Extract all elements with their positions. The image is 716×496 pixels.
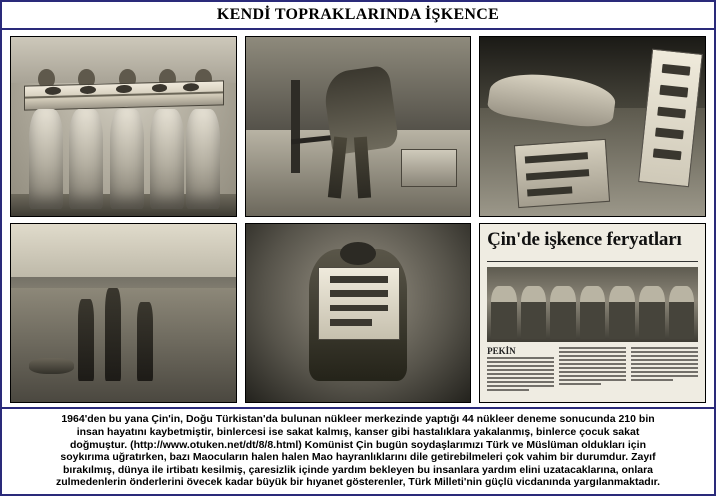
- newspaper-text-line: [487, 361, 554, 363]
- newspaper-photo-people: [487, 286, 698, 339]
- newspaper-photo: [487, 267, 698, 342]
- photo1-wooden-board: [24, 81, 224, 111]
- newspaper-rule: [487, 261, 698, 262]
- caption-line: bırakılmış, dünya ile irtibatı kesilmiş, çaresizlik içinde yardım bekleyen bu insanlara yardım elini uzatacaklarına, onlara: [63, 463, 653, 476]
- photo3-placard-text-line: [657, 106, 685, 118]
- newspaper-text-line: [559, 383, 601, 385]
- photo-newspaper-clipping: [479, 223, 706, 404]
- newspaper-photo-person: [639, 286, 665, 339]
- poster-title-bar: [2, 2, 714, 30]
- photo3-placard-text-line: [654, 127, 682, 139]
- photo1-board-hole: [81, 87, 97, 95]
- newspaper-text-line: [559, 375, 626, 377]
- caption-line: 1964'den bu yana Çin'in, Doğu Türkistan'da bulunan nükleer merkezinde yaptığı 44 nükleer deneme sonucunda 210 bin: [61, 413, 655, 426]
- photo3-sign-text-line: [526, 169, 589, 181]
- photo-row-bottom: [10, 223, 706, 404]
- photo-stress-position-torture: [245, 36, 472, 217]
- newspaper-text-line: [559, 367, 626, 369]
- photo3-placard-text-line: [659, 85, 687, 97]
- photo1-board-hole: [116, 86, 132, 94]
- page-title: KENDİ TOPRAKLARINDA İŞKENCE: [216, 6, 500, 23]
- newspaper-text-line: [631, 367, 698, 369]
- photo1-board-hole: [184, 84, 200, 92]
- photo2-crate: [401, 149, 457, 187]
- caption-line: doğmuştur. (http://www.otuken.net/dt/8/8.html) Komünist Çin bugün soydaşlarımızı Türk ve Müslüman oldukları için: [70, 438, 646, 451]
- newspaper-photo-person: [550, 286, 576, 339]
- photo1-board-hole: [45, 88, 61, 96]
- caption-line: insan hayatını kaybetmiştir, binlercesi ise sakat kalmış, kanser gibi hastalıklara yakalanmış, binlerce çocuk sakat: [76, 426, 640, 439]
- photo1-prisoner: [69, 109, 103, 209]
- newspaper-text-line: [559, 363, 626, 365]
- photo4-soldier: [78, 299, 94, 381]
- photo4-soldier: [105, 288, 121, 381]
- photo3-sign-board: [514, 139, 610, 208]
- newspaper-text-line: [487, 389, 529, 391]
- newspaper-text-line: [559, 379, 626, 381]
- newspaper-text-line: [487, 381, 554, 383]
- newspaper-photo-person: [609, 286, 635, 339]
- newspaper-text-line: [487, 377, 554, 379]
- newspaper-column: [559, 345, 626, 397]
- photo1-prisoner: [110, 109, 144, 209]
- newspaper-text-line: [487, 373, 554, 375]
- newspaper-text-line: [559, 347, 626, 349]
- newspaper-photo-person: [491, 286, 517, 339]
- photo-kneeling-man-with-sign: [245, 223, 472, 404]
- newspaper-text-line: [487, 369, 554, 371]
- photo3-sign-text-line: [525, 152, 588, 164]
- photo-grid: [2, 30, 714, 407]
- photo5-head: [340, 242, 376, 265]
- newspaper-text-line: [559, 351, 626, 353]
- newspaper-text-line: [487, 385, 554, 387]
- newspaper-photo-person: [669, 286, 695, 339]
- caption-line: zulmedenlerin önderlerini övecek kadar büyük bir hıyanet gösterenler, Türk Milleti'nin güçlü vicdanında yargılanmaktadır.: [55, 476, 661, 489]
- photo-hand-and-placard: [479, 36, 706, 217]
- newspaper-text-line: [631, 347, 698, 349]
- newspaper-text-line: [631, 379, 673, 381]
- photo1-prisoner: [186, 109, 220, 209]
- caption-line: soykırıma uğratırken, bazı Maocuların halen halen Mao hayranlıklarını dile getirebilmeleri çok vahim bir durumdur. Zayıf: [60, 451, 656, 464]
- newspaper-column: [631, 345, 698, 397]
- photo1-board-hole: [152, 85, 168, 93]
- photo-row-top: [10, 36, 706, 217]
- photo1-prisoner: [150, 109, 184, 209]
- photo4-field: [11, 288, 236, 402]
- photo3-placard-text-line: [661, 64, 689, 76]
- photo5-sign-text-line: [330, 319, 372, 325]
- photo3-placard-text-line: [652, 149, 680, 161]
- newspaper-text-line: [631, 363, 698, 365]
- newspaper-text-line: [631, 355, 698, 357]
- newspaper-columns: [487, 345, 698, 397]
- newspaper-headline: Çin'de işkence feryatları: [487, 229, 682, 251]
- photo5-sign-text-line: [330, 290, 388, 296]
- newspaper-photo-person: [521, 286, 547, 339]
- photo5-accusation-sign: [318, 267, 401, 340]
- newspaper-photo-person: [580, 286, 606, 339]
- newspaper-text-line: [487, 365, 554, 367]
- photo4-soldier: [137, 302, 153, 381]
- photo-field-execution: [10, 223, 237, 404]
- newspaper-text-line: [631, 359, 698, 361]
- newspaper-drop-cap: PEKİN: [487, 346, 516, 357]
- photo-prisoners-wooden-stocks: [10, 36, 237, 217]
- photo5-sign-text-line: [330, 276, 388, 282]
- newspaper-text-line: [559, 355, 626, 357]
- photo4-victim: [29, 358, 74, 374]
- photo5-sign-text-line: [330, 305, 388, 311]
- newspaper-text-line: [631, 375, 698, 377]
- newspaper-column: [487, 345, 554, 397]
- photo1-prisoner: [29, 109, 63, 209]
- newspaper-text-line: [559, 359, 626, 361]
- newspaper-text-line: [487, 357, 554, 359]
- photo2-post: [291, 80, 300, 173]
- newspaper-text-line: [559, 371, 626, 373]
- photo3-sign-text-line: [527, 186, 572, 196]
- newspaper-text-line: [631, 371, 698, 373]
- newspaper-text-line: [631, 351, 698, 353]
- poster-caption: [2, 407, 714, 494]
